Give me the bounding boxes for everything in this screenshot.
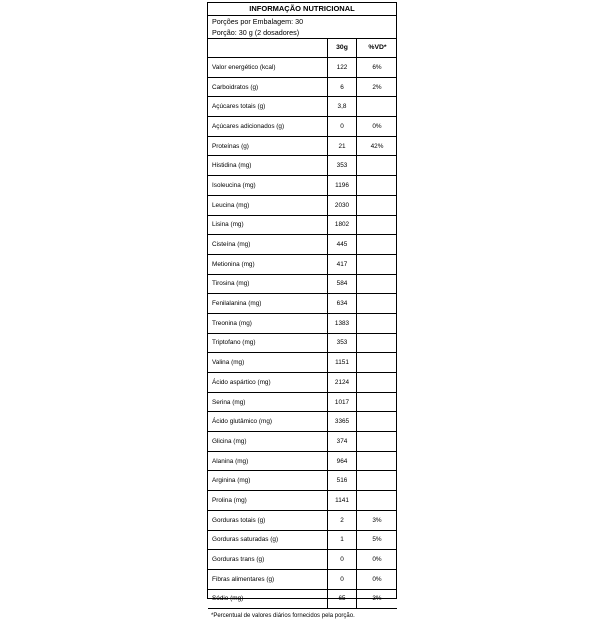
- nutrient-amount: 1: [328, 530, 357, 550]
- nutrient-name: Açúcares totais (g): [208, 97, 328, 117]
- nutrient-dv: [357, 97, 398, 117]
- nutrient-row: [208, 432, 397, 452]
- nutrient-name: Gorduras totais (g): [208, 510, 328, 530]
- nutrient-row: [208, 313, 397, 333]
- nutrient-amount: 2: [328, 510, 357, 530]
- nutrient-name: Valor energético (kcal): [208, 58, 328, 77]
- nutrient-dv: [357, 471, 398, 491]
- nutrient-dv: [357, 491, 398, 511]
- nutrient-amount: 21: [328, 136, 357, 156]
- nutrient-row: [208, 550, 397, 570]
- nutrient-dv: 0%: [357, 550, 398, 570]
- nutrient-amount: 374: [328, 432, 357, 452]
- nutrient-row: [208, 77, 397, 97]
- nutrient-name: Fibras alimentares (g): [208, 569, 328, 589]
- nutrient-name: Ácido aspártico (mg): [208, 373, 328, 393]
- nutrient-row: [208, 491, 397, 511]
- nutrient-row: [208, 274, 397, 294]
- nutrient-amount: 516: [328, 471, 357, 491]
- nutrient-name: Treonina (mg): [208, 313, 328, 333]
- nutrient-amount: 1196: [328, 176, 357, 196]
- label-title: INFORMAÇÃO NUTRICIONAL: [208, 3, 396, 16]
- nutrient-dv: 3%: [357, 510, 398, 530]
- nutrient-name: Isoleucina (mg): [208, 176, 328, 196]
- nutrient-dv: [357, 392, 398, 412]
- nutrient-dv: 0%: [357, 117, 398, 137]
- dv-column-header: %VD*: [356, 39, 398, 57]
- nutrient-dv: 3%: [357, 589, 398, 609]
- nutrient-amount: 3,8: [328, 97, 357, 117]
- nutrient-amount: 1383: [328, 313, 357, 333]
- nutrient-amount: 2124: [328, 373, 357, 393]
- nutrient-dv: [357, 294, 398, 314]
- nutrient-dv: [357, 254, 398, 274]
- nutrient-row: [208, 353, 397, 373]
- nutrient-amount: 634: [328, 294, 357, 314]
- table-header: [208, 39, 396, 58]
- nutrient-row: [208, 333, 397, 353]
- nutrient-dv: [357, 373, 398, 393]
- nutrient-dv: 42%: [357, 136, 398, 156]
- nutrient-dv: [357, 313, 398, 333]
- nutrient-row: [208, 195, 397, 215]
- nutrient-amount: 0: [328, 550, 357, 570]
- nutrient-name: Gorduras trans (g): [208, 550, 328, 570]
- nutrient-name: Prolina (mg): [208, 491, 328, 511]
- nutrient-amount: 584: [328, 274, 357, 294]
- nutrient-amount: 353: [328, 156, 357, 176]
- nutrient-row: [208, 117, 397, 137]
- nutrient-row: [208, 156, 397, 176]
- nutrient-name: Triptofano (mg): [208, 333, 328, 353]
- nutrient-amount: 0: [328, 117, 357, 137]
- nutrient-name: Gorduras saturadas (g): [208, 530, 328, 550]
- nutrient-name: Cisteína (mg): [208, 235, 328, 255]
- nutrient-table: [208, 58, 397, 609]
- nutrient-dv: 0%: [357, 569, 398, 589]
- nutrient-amount: 1017: [328, 392, 357, 412]
- nutrient-name: Histidina (mg): [208, 156, 328, 176]
- nutrient-row: [208, 471, 397, 491]
- nutrient-row: [208, 176, 397, 196]
- nutrient-dv: [357, 235, 398, 255]
- amount-column-header: 30g: [327, 39, 356, 57]
- nutrient-row: [208, 136, 397, 156]
- nutrient-name: Metionina (mg): [208, 254, 328, 274]
- nutrient-name: Lisina (mg): [208, 215, 328, 235]
- nutrient-dv: 2%: [357, 77, 398, 97]
- nutrient-row: [208, 58, 397, 77]
- nutrient-name: Alanina (mg): [208, 451, 328, 471]
- nutrient-amount: 353: [328, 333, 357, 353]
- nutrient-row: [208, 294, 397, 314]
- nutrient-row: [208, 530, 397, 550]
- nutrient-row: [208, 373, 397, 393]
- nutrient-name: Tirosina (mg): [208, 274, 328, 294]
- nutrient-row: [208, 215, 397, 235]
- nutrient-dv: 6%: [357, 58, 398, 77]
- nutrient-row: [208, 510, 397, 530]
- nutrient-row: [208, 589, 397, 609]
- nutrient-row: [208, 412, 397, 432]
- nutrient-amount: 2030: [328, 195, 357, 215]
- nutrient-amount: 445: [328, 235, 357, 255]
- serving-size: Porção: 30 g (2 dosadores): [208, 27, 396, 39]
- nutrient-row: [208, 569, 397, 589]
- nutrient-name: Carboidratos (g): [208, 77, 328, 97]
- nutrient-amount: 3365: [328, 412, 357, 432]
- nutrient-row: [208, 235, 397, 255]
- nutrient-name: Valina (mg): [208, 353, 328, 373]
- nutrient-name: Sódio (mg): [208, 589, 328, 609]
- nutrition-facts-label: [207, 2, 397, 620]
- nutrient-dv: [357, 176, 398, 196]
- nutrient-row: [208, 97, 397, 117]
- nutrient-dv: [357, 274, 398, 294]
- nutrient-amount: 65: [328, 589, 357, 609]
- nutrient-amount: 964: [328, 451, 357, 471]
- nutrient-dv: [357, 156, 398, 176]
- nutrient-dv: [357, 412, 398, 432]
- nutrient-amount: 1151: [328, 353, 357, 373]
- nutrient-row: [208, 451, 397, 471]
- nutrient-name: Arginina (mg): [208, 471, 328, 491]
- servings-per-package: Porções por Embalagem: 30: [212, 17, 304, 26]
- nutrient-amount: 1141: [328, 491, 357, 511]
- nutrient-amount: 0: [328, 569, 357, 589]
- nutrient-name: Açúcares adicionados (g): [208, 117, 328, 137]
- nutrient-name: Leucina (mg): [208, 195, 328, 215]
- nutrient-dv: 5%: [357, 530, 398, 550]
- nutrient-amount: 417: [328, 254, 357, 274]
- nutrient-dv: [357, 432, 398, 452]
- nutrient-dv: [357, 451, 398, 471]
- nutrient-dv: [357, 195, 398, 215]
- nutrient-row: [208, 254, 397, 274]
- nutrient-amount: 6: [328, 77, 357, 97]
- nutrient-name: Proteínas (g): [208, 136, 328, 156]
- nutrient-name: Serina (mg): [208, 392, 328, 412]
- nutrient-name: Glicina (mg): [208, 432, 328, 452]
- nutrient-amount: 1802: [328, 215, 357, 235]
- nutrient-row: [208, 392, 397, 412]
- nutrient-dv: [357, 215, 398, 235]
- nutrient-dv: [357, 353, 398, 373]
- footnote: *Percentual de valores diários fornecidos pela porção.: [211, 613, 355, 620]
- nutrient-name: Ácido glutâmico (mg): [208, 412, 328, 432]
- nutrient-dv: [357, 333, 398, 353]
- nutrient-amount: 122: [328, 58, 357, 77]
- nutrient-name: Fenilalanina (mg): [208, 294, 328, 314]
